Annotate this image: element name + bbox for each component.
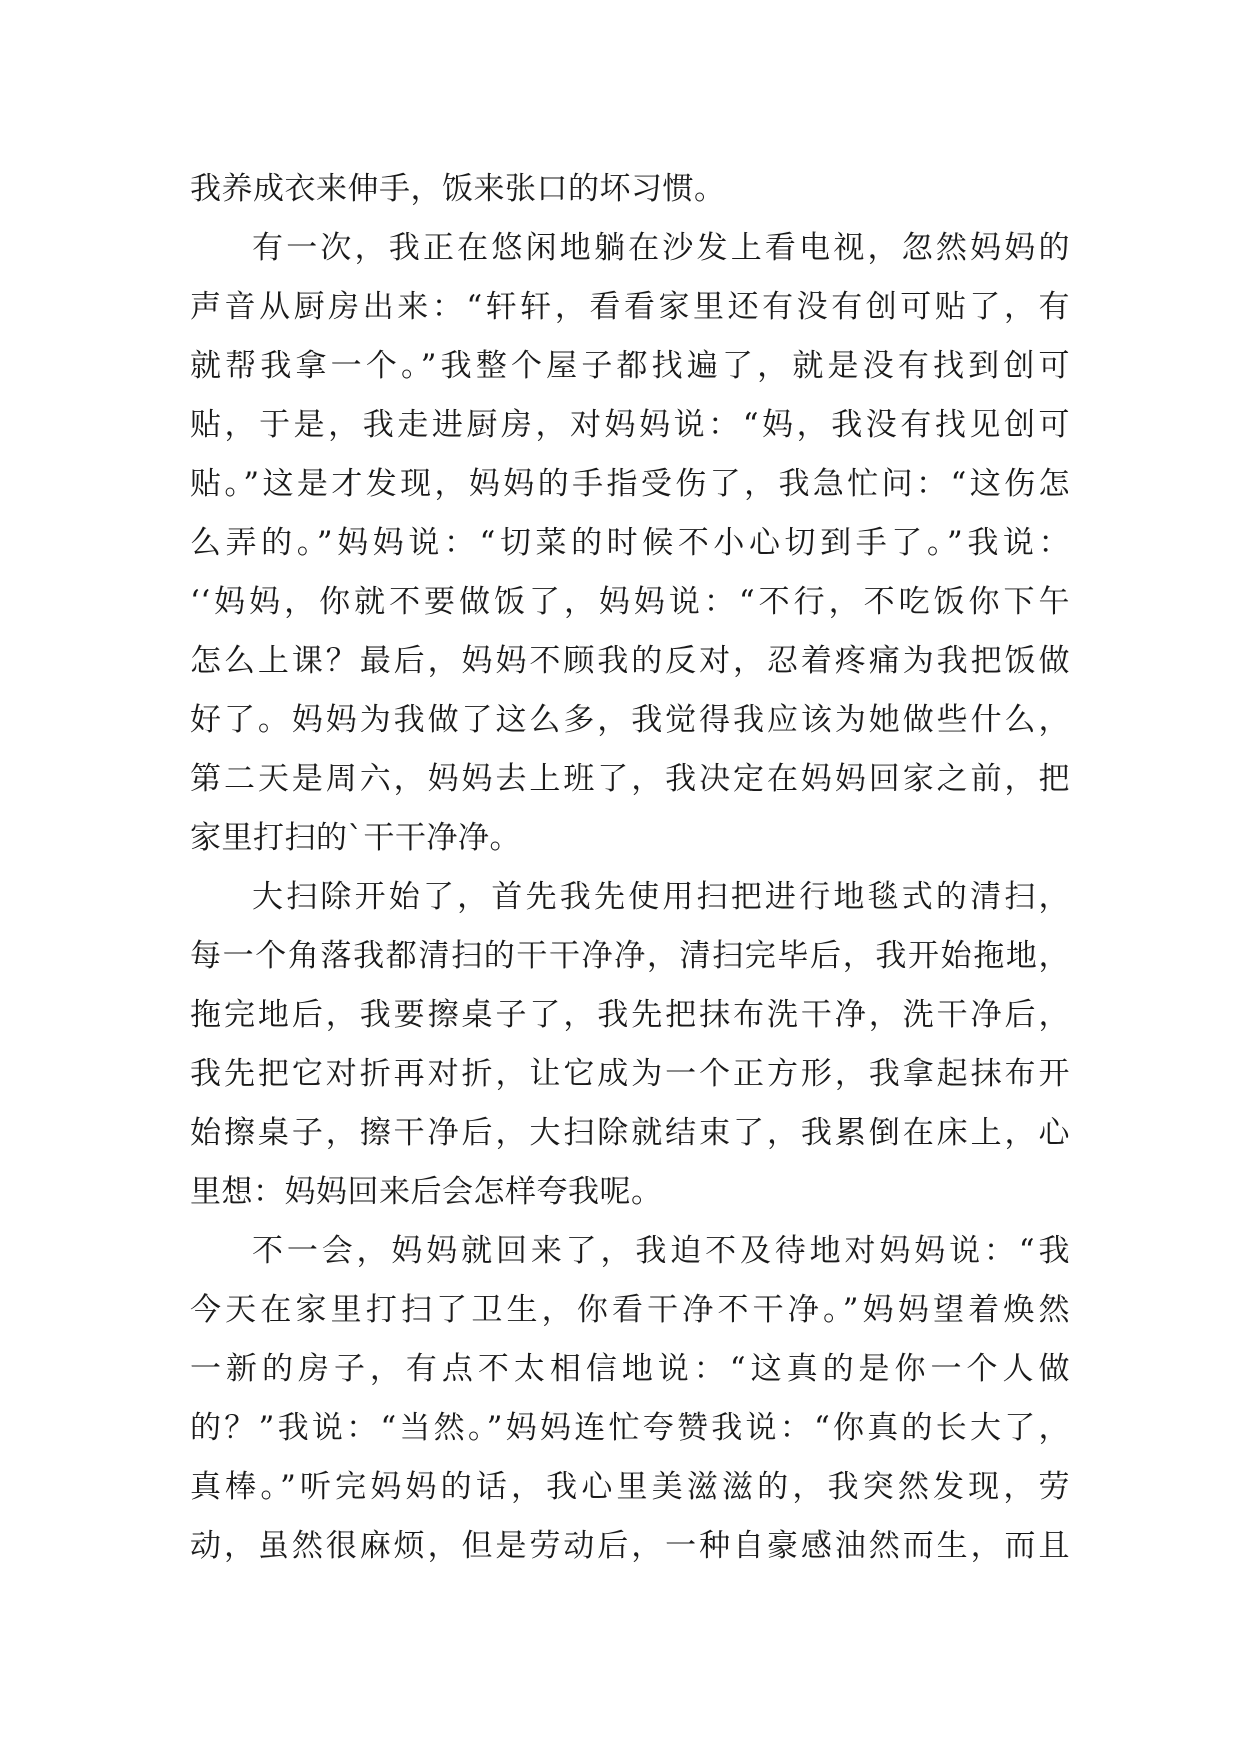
text-line: 么弄的。”妈妈说：“切菜的时候不小心切到手了。”我说： <box>190 525 1070 561</box>
text-line: 动，虽然很麻烦，但是劳动后，一种自豪感油然而生，而且 <box>190 1528 1070 1564</box>
text-line: 我养成衣来伸手，饭来张口的坏习惯。 <box>190 171 726 207</box>
text-line: 有一次，我正在悠闲地躺在沙发上看电视，忽然妈妈的 <box>252 230 1070 266</box>
text-line: 始擦桌子，擦干净后，大扫除就结束了，我累倒在床上，心 <box>190 1115 1070 1151</box>
text-line: 就帮我拿一个。”我整个屋子都找遍了，就是没有找到创可 <box>190 348 1070 384</box>
text-line: 每一个角落我都清扫的干干净净，清扫完毕后，我开始拖地， <box>190 938 1070 974</box>
text-line: 好了。妈妈为我做了这么多，我觉得我应该为她做些什么， <box>190 702 1070 738</box>
text-line: 家里打扫的`干干净净。 <box>190 820 521 856</box>
text-line: 不一会，妈妈就回来了，我迫不及待地对妈妈说：“我 <box>252 1233 1070 1269</box>
text-line: ‘‘妈妈，你就不要做饭了，妈妈说：“不行，不吃饭你下午 <box>190 584 1070 620</box>
text-line: 里想：妈妈回来后会怎样夸我呢。 <box>190 1174 663 1210</box>
text-line: 贴，于是，我走进厨房，对妈妈说：“妈，我没有找见创可 <box>190 407 1070 443</box>
text-line: 声音从厨房出来：“轩轩，看看家里还有没有创可贴了，有 <box>190 289 1070 325</box>
body-text <box>190 160 1070 1576</box>
text-line: 拖完地后，我要擦桌子了，我先把抹布洗干净，洗干净后， <box>190 997 1070 1033</box>
text-line: 第二天是周六，妈妈去上班了，我决定在妈妈回家之前，把 <box>190 761 1070 797</box>
text-line: 贴。”这是才发现，妈妈的手指受伤了，我急忙问：“这伤怎 <box>190 466 1070 502</box>
text-line: 的？”我说：“当然。”妈妈连忙夸赞我说：“你真的长大了， <box>190 1410 1070 1446</box>
text-line: 真棒。”听完妈妈的话，我心里美滋滋的，我突然发现，劳 <box>190 1469 1070 1505</box>
text-line: 怎么上课？最后，妈妈不顾我的反对，忍着疼痛为我把饭做 <box>190 643 1070 679</box>
text-line: 一新的房子，有点不太相信地说：“这真的是你一个人做 <box>190 1351 1070 1387</box>
text-line: 今天在家里打扫了卫生，你看干净不干净。”妈妈望着焕然 <box>190 1292 1070 1328</box>
text-line: 我先把它对折再对折，让它成为一个正方形，我拿起抹布开 <box>190 1056 1070 1092</box>
text-line: 大扫除开始了，首先我先使用扫把进行地毯式的清扫， <box>252 879 1070 915</box>
